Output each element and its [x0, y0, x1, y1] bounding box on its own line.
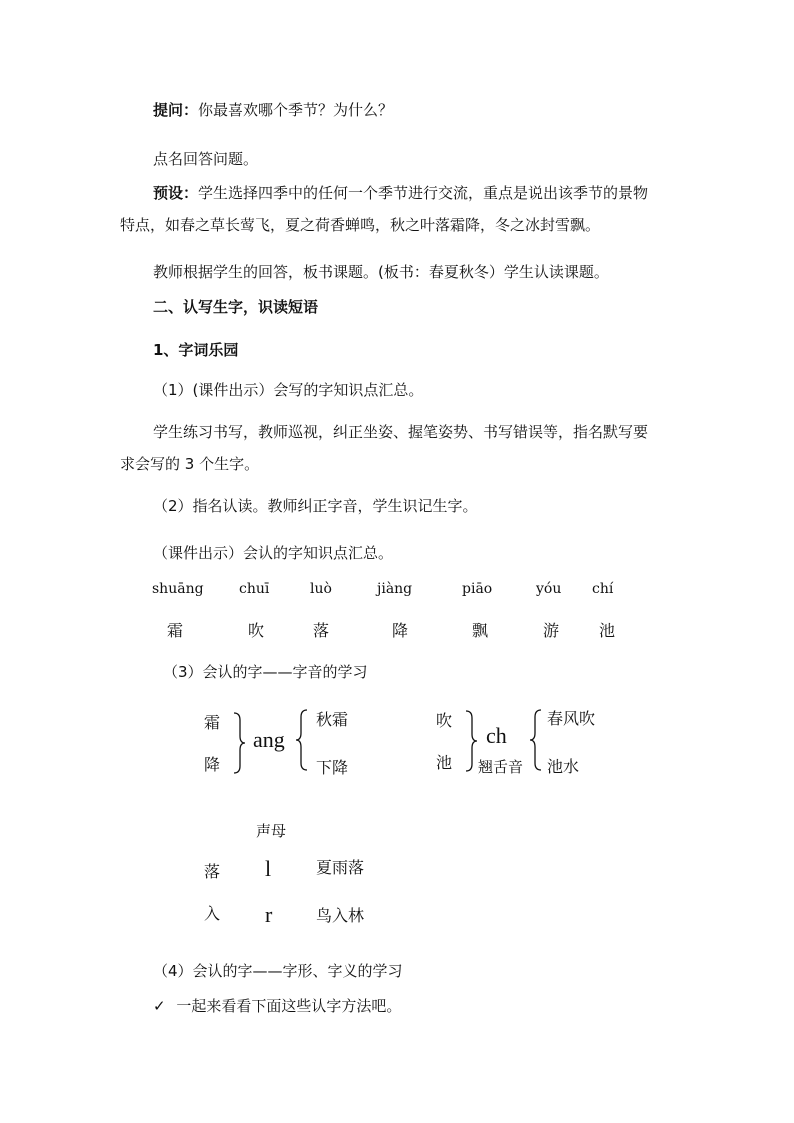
ch-char-0: 吹 [436, 711, 453, 730]
preset-text-1: 学生选择四季中的任何一个季节进行交流，重点是说出该季节的景物 [198, 184, 649, 202]
char-4: 飘 [472, 621, 489, 640]
ang-char-0: 霜 [204, 713, 221, 732]
initial-word-1: 鸟入林 [316, 906, 365, 925]
initials-header: 声母 [256, 822, 287, 840]
initial-letter-0: l [265, 856, 272, 881]
left-brace-icon [295, 709, 309, 771]
check-item [153, 997, 401, 1015]
teacher-title-text: 教师根据学生的回答，板书课题。(板书：春夏秋冬）学生认读课题。 [153, 263, 609, 281]
practice-line-1: 学生练习书写，教师巡视，纠正坐姿、握笔姿势、书写错误等，指名默写要 [153, 423, 649, 441]
ang-sound: ang [253, 727, 285, 752]
ch-note: 翘舌音 [478, 758, 524, 776]
item-3-text: （3）会认的字——字音的学习 [163, 663, 368, 681]
question-label: 提问： [153, 101, 199, 119]
pinyin-0: shuāng [152, 581, 204, 597]
pinyin-4: piāo [462, 581, 493, 597]
ang-word-1: 下降 [316, 758, 349, 777]
char-0: 霜 [167, 621, 184, 640]
ch-sound: ch [486, 723, 507, 748]
preset-line-1 [153, 184, 648, 202]
question-text: 你最喜欢哪个季节？为什么？ [198, 101, 394, 119]
ang-word-0: 秋霜 [316, 710, 349, 729]
char-1: 吹 [248, 621, 265, 640]
item-1-text: （1）(课件出示）会写的字知识点汇总。 [153, 381, 424, 399]
initial-letter-1: r [265, 902, 273, 927]
recognize-summary-text: （课件出示）会认的字知识点汇总。 [153, 544, 394, 562]
practice-line-2: 求会写的 3 个生字。 [120, 455, 260, 473]
item-4-text: （4）会认的字——字形、字义的学习 [153, 962, 403, 980]
pinyin-6: chí [592, 581, 614, 597]
pinyin-5: yóu [536, 581, 562, 597]
ang-char-1: 降 [204, 755, 221, 774]
check-item-text: 一起来看看下面这些认字方法吧。 [176, 997, 402, 1015]
subsection-heading-1: 1、字词乐园 [153, 341, 239, 359]
item-2-text: （2）指名认读。教师纠正字音，学生识记生字。 [153, 497, 478, 515]
char-5: 游 [543, 621, 560, 640]
pinyin-1: chuī [239, 581, 270, 597]
preset-line-2: 特点，如春之草长莺飞，夏之荷香蝉鸣，秋之叶落霜降，冬之冰封雪飘。 [120, 216, 601, 234]
check-icon: ✓ [153, 997, 166, 1015]
initial-char-0: 落 [204, 862, 221, 881]
left-brace-icon [529, 709, 543, 771]
right-brace-icon [232, 712, 246, 774]
initial-char-1: 入 [204, 904, 221, 923]
pinyin-3: jiàng [377, 581, 413, 597]
pinyin-2: luò [310, 581, 332, 597]
roll-call-text: 点名回答问题。 [153, 150, 259, 168]
preset-label: 预设： [153, 184, 199, 202]
ch-word-0: 春风吹 [547, 709, 596, 728]
char-3: 降 [392, 621, 409, 640]
right-brace-icon [464, 710, 478, 772]
char-2: 落 [313, 621, 330, 640]
char-6: 池 [599, 621, 616, 640]
question-line [153, 101, 393, 119]
ch-word-1: 池水 [547, 757, 580, 776]
section-heading-2: 二、认写生字，识读短语 [153, 298, 319, 316]
ch-char-1: 池 [436, 753, 453, 772]
initial-word-0: 夏雨落 [316, 858, 365, 877]
